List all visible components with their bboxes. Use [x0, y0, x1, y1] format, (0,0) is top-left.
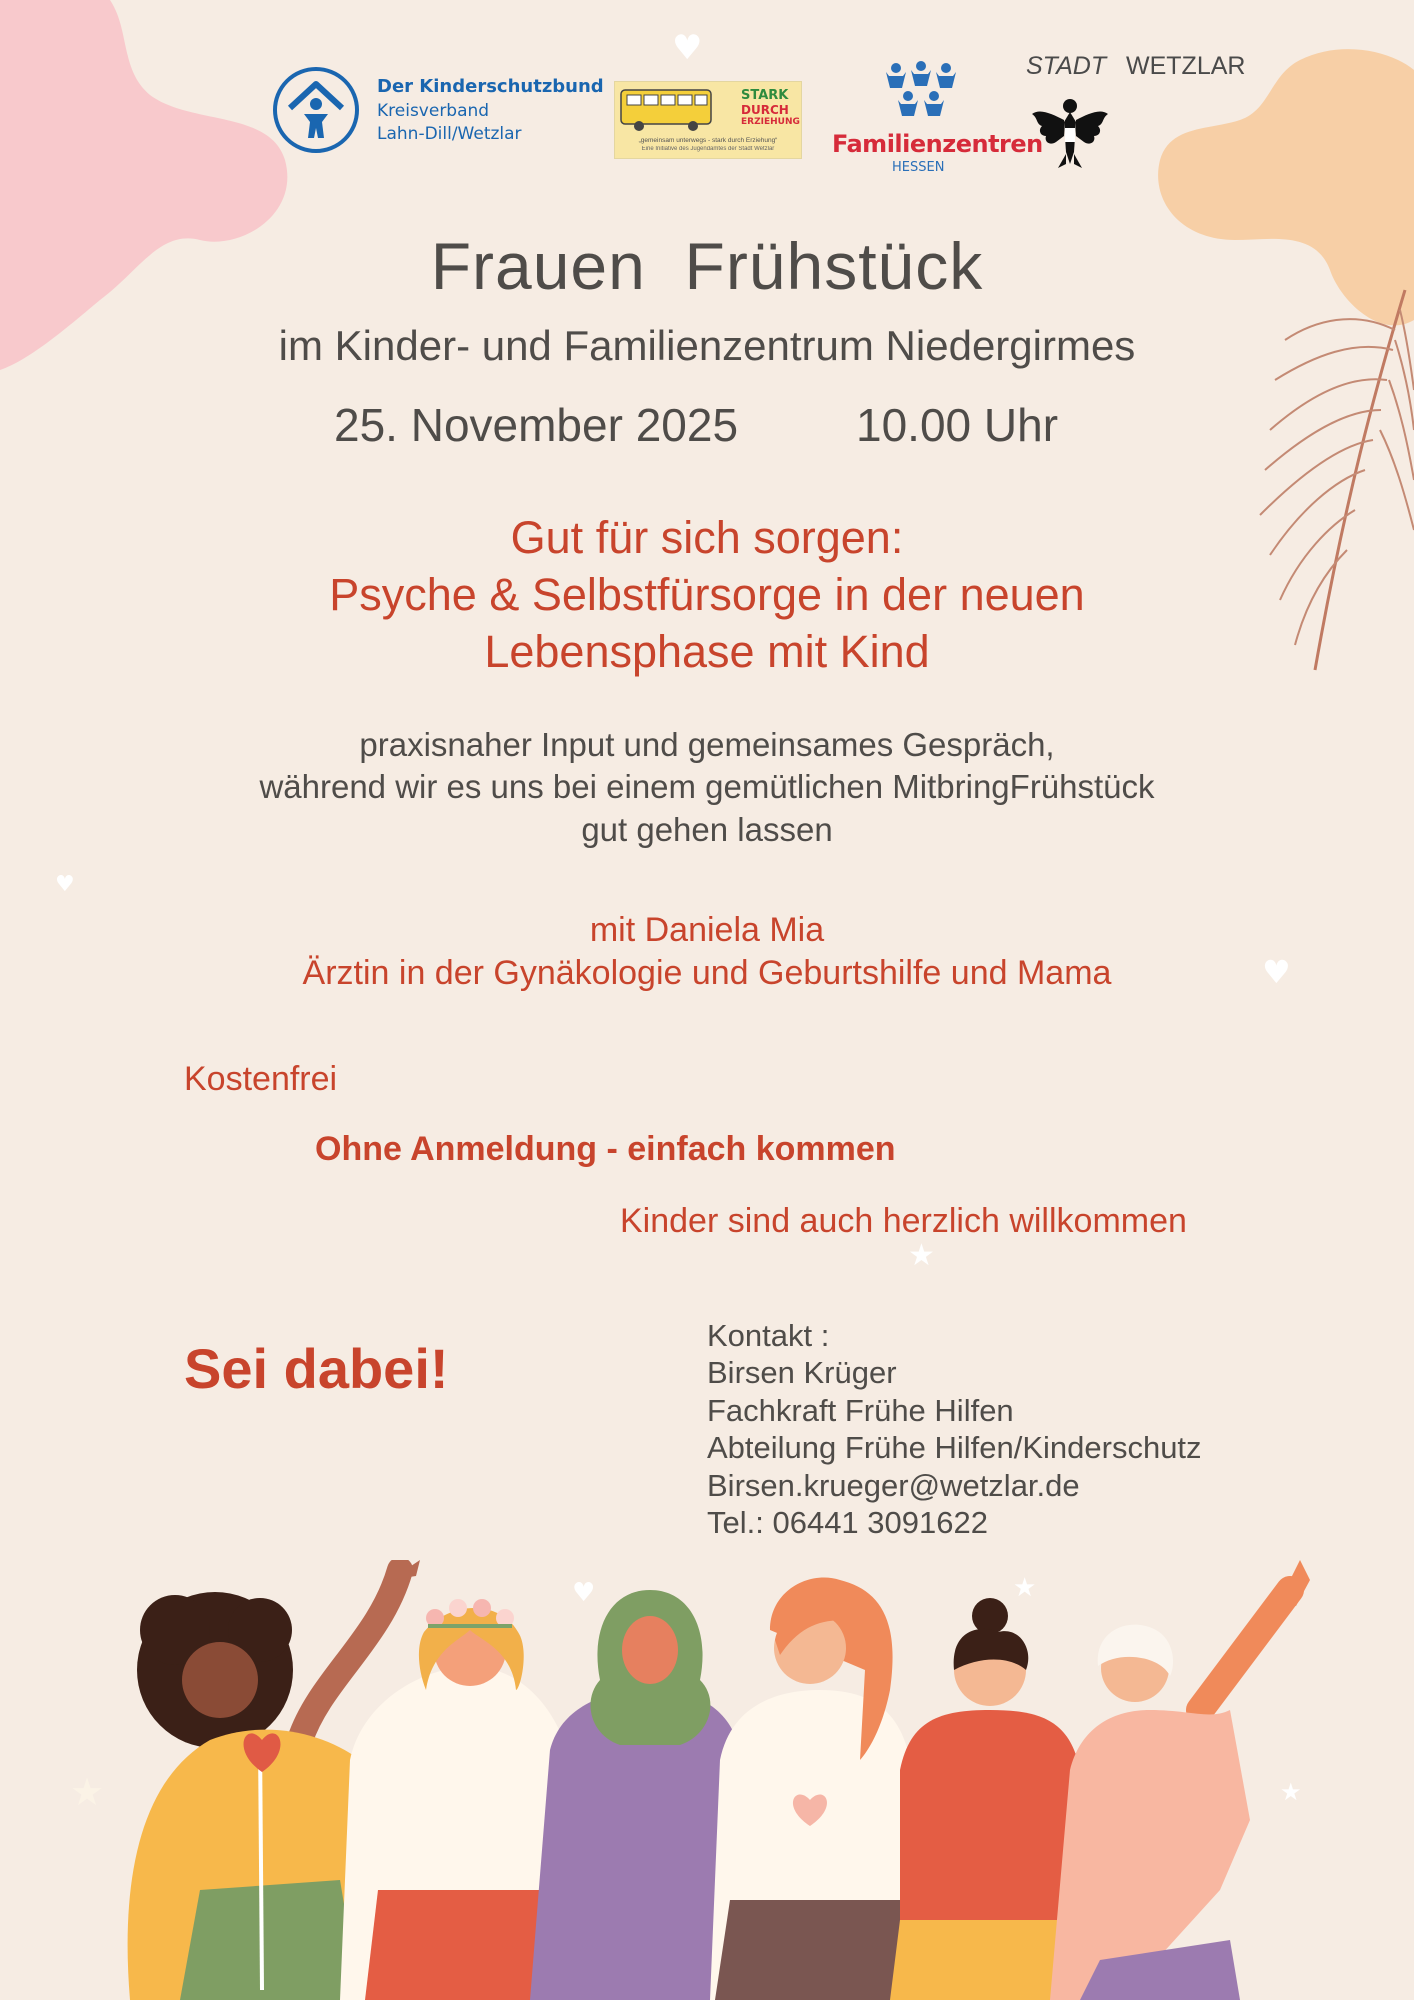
contact-label: Kontakt :	[707, 1318, 830, 1353]
kinderschutzbund-logo	[272, 66, 604, 156]
familienzentren-logo	[832, 60, 1043, 176]
family-figures-icon	[886, 60, 956, 126]
event-subtitle: im Kinder- und Familienzentrum Niedergirmes	[278, 322, 1136, 369]
heart-icon: ♥	[672, 28, 703, 68]
woman-figure	[710, 1577, 920, 2000]
speaker-role: Ärztin in der Gynäkologie und Geburtshilfe und Mama	[302, 954, 1112, 992]
familienzentren-sub: HESSEN	[892, 160, 945, 175]
event-time: 10.00 Uhr	[856, 399, 1059, 451]
stark-line1: STARK	[741, 88, 789, 103]
contact-email[interactable]: Birsen.krueger@wetzlar.de	[707, 1468, 1080, 1503]
description-line: während wir es uns bei einem gemütlichen MitbringFrühstück	[259, 768, 1155, 805]
kinderschutzbund-line2: Kreisverband	[377, 101, 490, 121]
eagle-coat-of-arms-icon	[1030, 92, 1110, 172]
contact-phone[interactable]: Tel.: 06441 3091622	[707, 1505, 988, 1540]
description-line: gut gehen lassen	[581, 811, 833, 848]
contact-name: Birsen Krüger	[707, 1355, 897, 1390]
kinderschutzbund-emblem-icon	[272, 66, 360, 154]
star-icon: ★	[908, 1238, 935, 1273]
star-icon: ★	[70, 1770, 105, 1814]
speaker-name: mit Daniela Mia	[589, 911, 825, 949]
contact-department: Abteilung Frühe Hilfen/Kinderschutz	[707, 1430, 1202, 1465]
kinderschutzbund-line3: Lahn-Dill/Wetzlar	[377, 124, 522, 144]
heart-icon: ♥	[1262, 953, 1291, 991]
kinderschutzbund-name: Der Kinderschutzbund	[377, 76, 604, 97]
heart-icon: ♥	[572, 1578, 596, 1608]
stadt-wetzlar-logo	[1026, 52, 1256, 182]
stark-line2: DURCH	[741, 103, 789, 117]
contact-role: Fachkraft Frühe Hilfen	[707, 1393, 1014, 1428]
children-info: Kinder sind auch herzlich willkommen	[620, 1202, 1187, 1240]
event-date: 25. November 2025	[334, 399, 739, 451]
description-line: praxisnaher Input und gemeinsames Gespräch,	[359, 726, 1055, 763]
call-to-action: Sei dabei!	[184, 1337, 449, 1400]
familienzentren-name: Familienzentren	[832, 130, 1043, 158]
stark-sub: Eine Initiative des Jugendamtes der Stadt Wetzlar	[641, 146, 775, 152]
star-icon: ★	[1280, 1778, 1302, 1806]
star-icon: ★	[1013, 1573, 1037, 1603]
topic-line: Gut für sich sorgen:	[510, 512, 904, 563]
wetzlar-label: WETZLAR	[1126, 52, 1246, 80]
group-of-women-illustration	[120, 1560, 1320, 2000]
topic-line: Psyche & Selbstfürsorge in der neuen	[329, 569, 1085, 620]
bus-icon	[619, 86, 715, 132]
stark-line3: ERZIEHUNG	[741, 117, 800, 127]
stark-durch-erziehung-logo	[614, 81, 802, 159]
registration-info: Ohne Anmeldung - einfach kommen	[315, 1130, 896, 1168]
cost-info: Kostenfrei	[184, 1060, 338, 1098]
woman-figure	[1050, 1560, 1310, 2000]
stadt-label: STADT	[1026, 52, 1107, 80]
stark-tagline: „gemeinsam unterwegs - stark durch Erziehung“	[638, 137, 778, 144]
topic-line: Lebensphase mit Kind	[484, 626, 930, 677]
heart-icon: ♥	[55, 872, 75, 897]
page-title: Frauen Frühstück	[430, 229, 984, 303]
